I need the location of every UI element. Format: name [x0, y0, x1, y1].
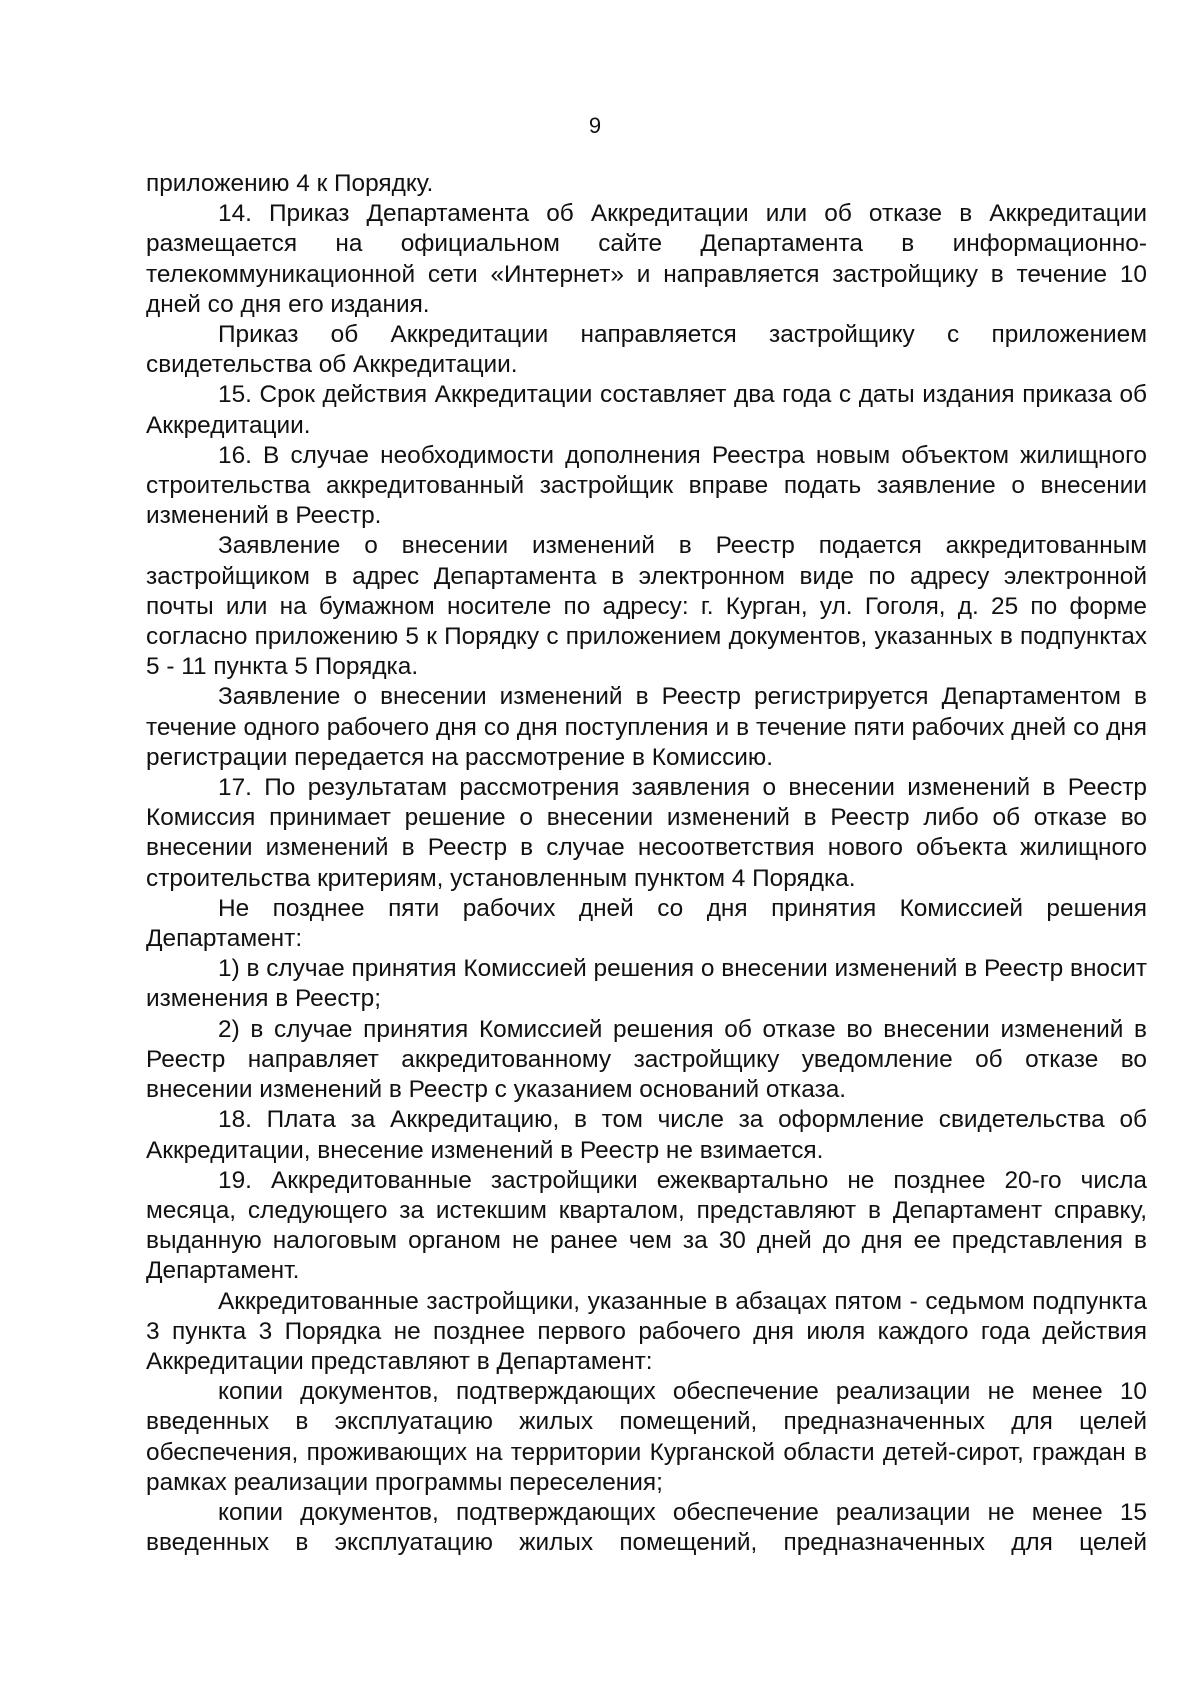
paragraph-item-19: 19. Аккредитованные застройщики ежеквартально не позднее 20-го числа месяца, следующего за истекшим кварталом, представляют в Департамент справку, выданную налоговым органом не ранее чем за 30 дней до дня ее представления в Департамент.	[146, 1166, 1147, 1285]
paragraph-item-17: 17. По результатам рассмотрения заявления о внесении изменений в Реестр Комиссия принимает решение о внесении изменений в Реестр либо об отказе во внесении изменений в Реестр в случае несоответствия нового объекта жилищного строительства критериям, установленным пунктом 4 Порядка.	[146, 774, 1147, 892]
paragraph: Не позднее пяти рабочих дней со дня принятия Комиссией решения Департамент:	[146, 894, 1147, 953]
page-number: 9	[588, 113, 602, 138]
paragraph-item-14: 14. Приказ Департамента об Аккредитации или об отказе в Аккредитации размещается на официальном сайте Департамента в информационно-телекоммуникационной сети «Интернет» и направляется застройщику в течение 10 дней со дня его издания.	[146, 200, 1147, 318]
document-body	[146, 169, 1147, 1558]
paragraph-item-15: 15. Срок действия Аккредитации составляет два года с даты издания приказа об Аккредитации.	[146, 381, 1147, 439]
paragraph-continuation: приложению 4 к Порядку.	[146, 170, 434, 197]
paragraph-subitem-1: 1) в случае принятия Комиссией решения о внесении изменений в Реестр вносит изменения в Реестр;	[146, 955, 1147, 1013]
paragraph: Заявление о внесении изменений в Реестр регистрируется Департаментом в течение одного рабочего дня со дня поступления и в течение пяти рабочих дней со дня регистрации передается на рассмотрение в Комиссию.	[146, 683, 1147, 771]
paragraph-item-16: 16. В случае необходимости дополнения Реестра новым объектом жилищного строительства аккредитованный застройщик вправе подать заявление о внесении изменений в Реестр.	[146, 441, 1147, 530]
paragraph-truncated: копии документов, подтверждающих обеспечение реализации не менее 15 введенных в эксплуатацию жилых помещений, предназначенных для целей	[146, 1498, 1147, 1557]
paragraph-item-18: 18. Плата за Аккредитацию, в том числе за оформление свидетельства об Аккредитации, внесение изменений в Реестр не взимается.	[146, 1106, 1147, 1164]
paragraph: Заявление о внесении изменений в Реестр подается аккредитованным застройщиком в адрес Департамента в электронном виде по адресу электронной почты или на бумажном носителе по адресу: г. Курган, ул. Гоголя, д. 25 по форме согласно приложению 5 к Порядку с приложением документов, указанных в подпунктах 5 - 11 пункта 5 Порядка.	[146, 532, 1147, 681]
paragraph-subitem-2: 2) в случае принятия Комиссией решения об отказе во внесении изменений в Реестр направляет аккредитованному застройщику уведомление об отказе во внесении изменений в Реестр с указанием оснований отказа.	[146, 1015, 1147, 1104]
paragraph: Приказ об Аккредитации направляется застройщику с приложением свидетельства об Аккредитации.	[146, 321, 1147, 379]
paragraph: Аккредитованные застройщики, указанные в абзацах пятом - седьмом подпункта 3 пункта 3 Порядка не позднее первого рабочего дня июля каждого года действия Аккредитации представляют в Департамент:	[146, 1287, 1147, 1375]
paragraph: копии документов, подтверждающих обеспечение реализации не менее 10 введенных в эксплуатацию жилых помещений, предназначенных для целей обеспечения, проживающих на территории Курганской области детей-сирот, граждан в рамках реализации программы переселения;	[146, 1378, 1147, 1496]
